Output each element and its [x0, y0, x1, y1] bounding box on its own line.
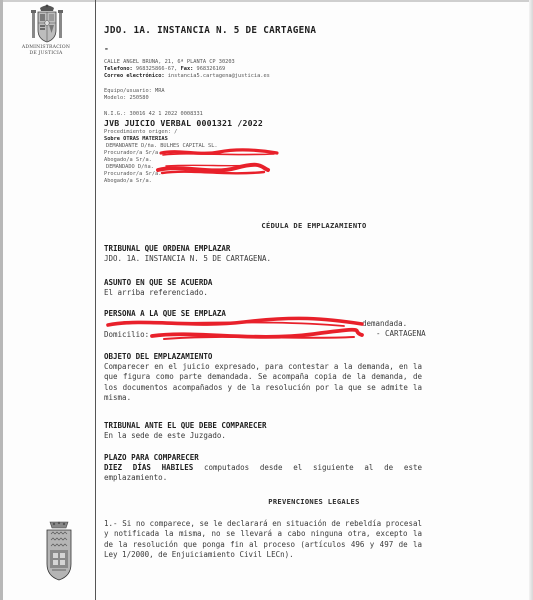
institution-name: [2, 45, 90, 56]
section-heading-tribunal-ante: TRIBUNAL ANTE EL QUE DEBE COMPARECER: [104, 421, 267, 430]
section-domicilio-tail: - CARTAGENA: [376, 329, 426, 338]
plazo-text: computados desde el siguiente al de este emplazamiento.: [104, 463, 422, 483]
phone-label: Telefono:: [104, 66, 133, 72]
defendant-abogado: Abogado/a Sr/a.: [104, 178, 152, 184]
procedure-number: JVB JUICIO VERBAL 0001321 /2022: [104, 118, 264, 128]
header-dash: -: [104, 44, 109, 53]
court-name: JDO. 1A. INSTANCIA N. 5 DE CARTAGENA: [104, 25, 317, 36]
fax-label: Fax:: [180, 66, 194, 72]
equipo-usuario: Equipo/usuario: MRA: [104, 88, 165, 94]
court-address: CALLE ANGEL BRUNA, 21, 6ª PLANTA CP 30203: [104, 59, 235, 65]
scan-right-edge: [529, 0, 533, 600]
procedure-origin: Procedimiento origen: /: [104, 129, 178, 135]
section-heading-tribunal: TRIBUNAL QUE ORDENA EMPLAZAR: [104, 244, 231, 253]
margin-rule: [95, 0, 96, 600]
section-heading-plazo: PLAZO PARA COMPARECER: [104, 453, 199, 462]
legal-paragraph-1: 1.- Si no comparece, se le declarará en situación de rebeldía procesal y notificada la misma, no se llevará a cabo ninguna otra, excepto la de la resolución que ponga fin al proceso (artículos 496 y 497 de la Ley 1/2000, de Enjuiciamiento Civil LECn).: [104, 519, 422, 559]
plaintiff-abogado: Abogado/a Sr/a.: [104, 157, 152, 163]
plaintiff-procurador: Procurador/a Sr/a.: [104, 150, 162, 156]
defendant: DEMANDADO D/ña.: [106, 164, 154, 170]
defendant-procurador: Procurador/a Sr/a.: [104, 171, 162, 177]
nig: N.I.G.: 30016 42 1 2022 0008331: [104, 111, 203, 117]
redaction-procurador: [159, 147, 279, 159]
section-domicilio-label: Domicilio:: [104, 330, 150, 339]
section-body-plazo: [104, 463, 422, 484]
case-subject: Sobre OTRAS MATERIAS: [104, 136, 168, 142]
court-email-line: [104, 73, 270, 80]
left-column: [0, 0, 96, 600]
fax-value: 968326169: [196, 66, 226, 72]
legal-title: PREVENCIONES LEGALES: [268, 497, 360, 506]
institution-line-2: DE JUSTICIA: [29, 50, 63, 56]
modelo: Modelo: 250580: [104, 95, 149, 101]
section-body-tribunal-ante: En la sede de este Juzgado.: [104, 431, 226, 440]
section-body-tribunal: JDO. 1A. INSTANCIA N. 5 DE CARTAGENA.: [104, 254, 272, 263]
redaction-defendant: [156, 161, 271, 179]
plaintiff: DEMANDANTE D/ña. BULHES CAPITAL SL.: [106, 143, 218, 149]
section-heading-asunto: ASUNTO EN QUE SE ACUERDA: [104, 278, 213, 287]
section-body-objeto: Comparecer en el juicio expresado, para contestar a la demanda, en la que figura como parte demandada. Se acompaña copia de la demanda, de los documentos acompañados y de la resolución por la que se admite la misma.: [104, 362, 422, 402]
email-label: Correo electrónico:: [104, 73, 165, 79]
section-body-asunto: El arriba referenciado.: [104, 288, 208, 297]
email-value: instancia5.cartagena@justicia.es: [167, 73, 270, 79]
section-heading-persona: PERSONA A LA QUE SE EMPLAZA: [104, 309, 226, 318]
spain-coat-of-arms-icon: [31, 4, 63, 44]
section-heading-objeto: OBJETO DEL EMPLAZAMIENTO: [104, 352, 213, 361]
court-phone-line: [104, 66, 225, 73]
phone-value: 968325866-67,: [135, 66, 178, 72]
section-body-persona: demandada.: [362, 319, 408, 328]
plazo-bold: DIEZ DÍAS HABILES: [104, 463, 194, 472]
redaction-persona: [104, 313, 366, 343]
institution-line-1: ADMINISTRACION: [21, 45, 71, 50]
document-title: CÉDULA DE EMPLAZAMIENTO: [261, 221, 367, 230]
murcia-coat-of-arms-icon: [44, 520, 74, 582]
